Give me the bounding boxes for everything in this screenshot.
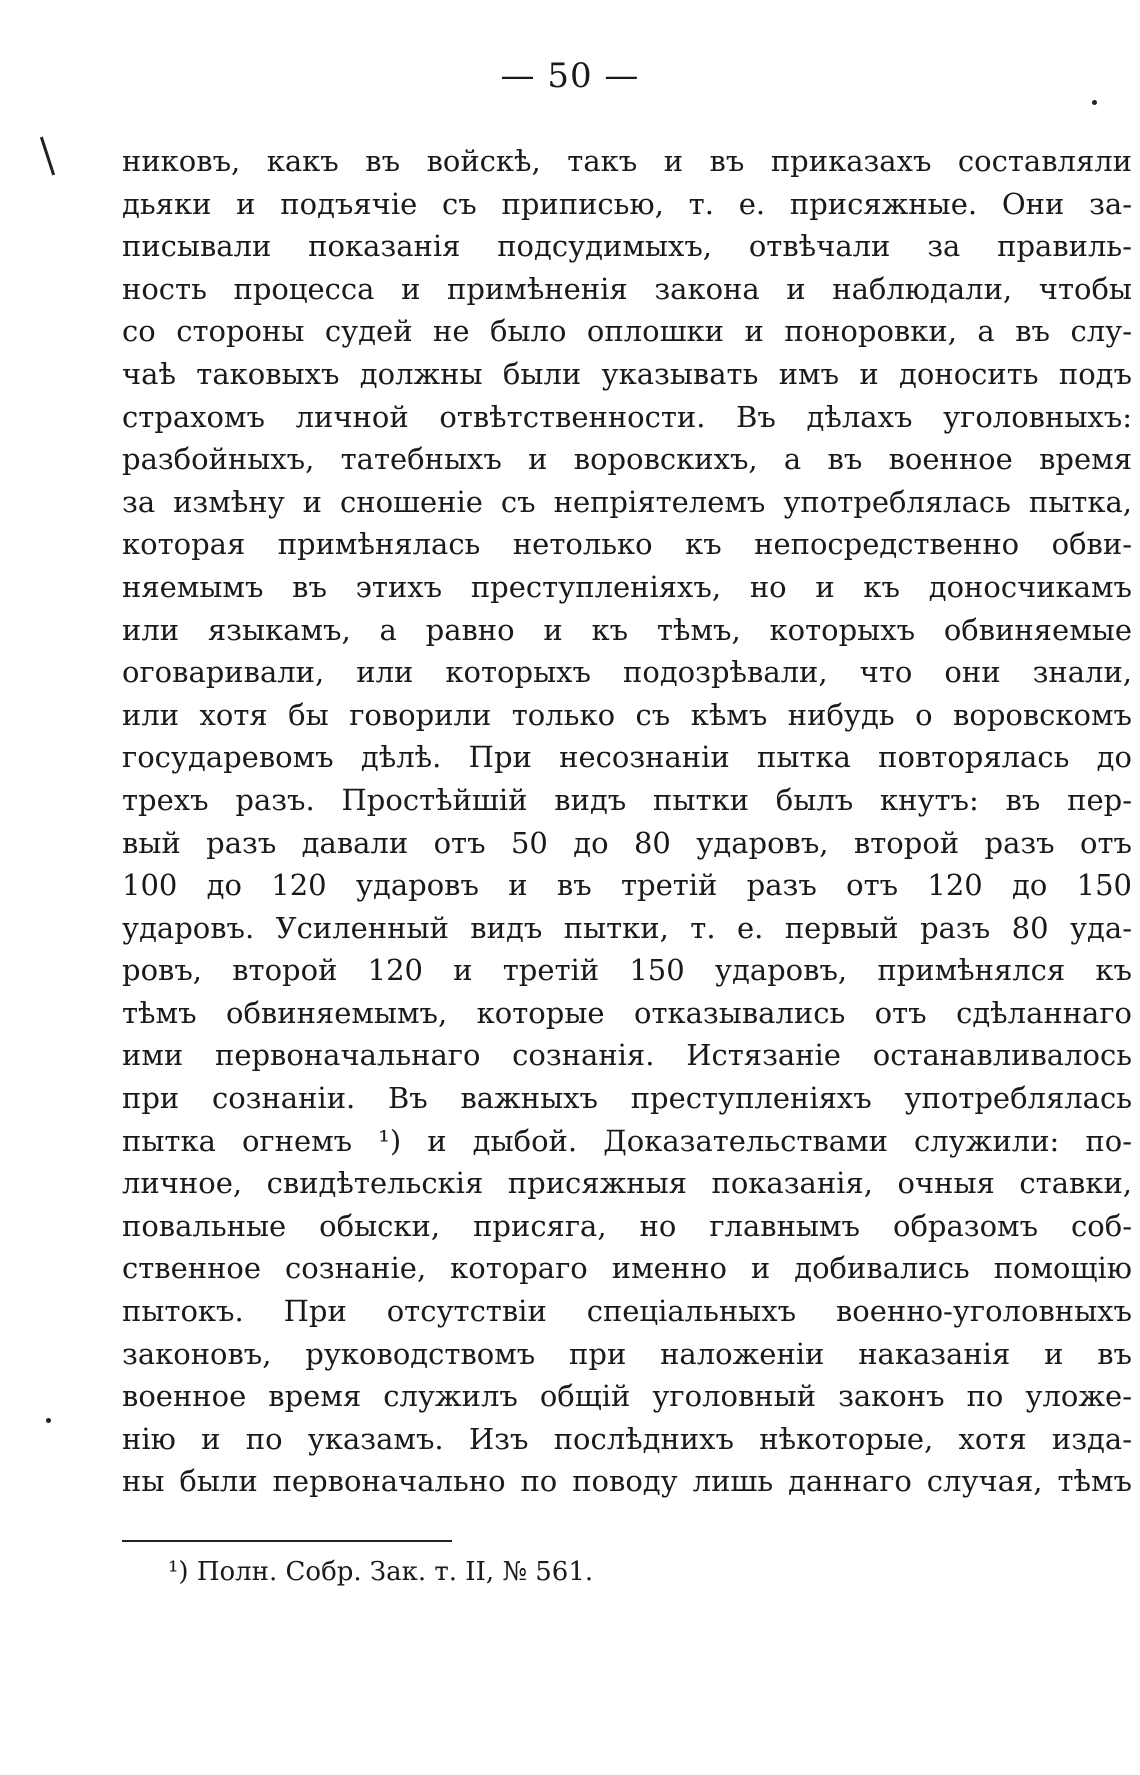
text-line: трехъ разъ. Простѣйшій видъ пытки былъ кнутъ: въ пер- bbox=[122, 782, 1132, 817]
text-line: ровъ, второй 120 и третій 150 ударовъ, примѣнялся къ bbox=[122, 953, 1132, 988]
text-line: ственное сознаніе, котораго именно и добивались помощію bbox=[122, 1251, 1132, 1286]
text-line: военное время служилъ общій уголовный законъ по уложе- bbox=[122, 1379, 1132, 1414]
text-line: тѣмъ обвиняемымъ, которые отказывались отъ сдѣланнаго bbox=[122, 995, 1132, 1030]
text-line: пытка огнемъ ¹) и дыбой. Доказательствами служили: по- bbox=[122, 1123, 1132, 1158]
margin-mark bbox=[40, 137, 55, 176]
text-line: личное, свидѣтельскія присяжныя показанія, очныя ставки, bbox=[122, 1166, 1132, 1201]
text-line: со стороны судей не было оплошки и поноровки, а въ слу- bbox=[122, 314, 1132, 349]
text-line: дьяки и подъячіе съ приписью, т. е. присяжные. Они за- bbox=[122, 186, 1132, 221]
text-line: няемымъ въ этихъ преступленіяхъ, но и къ доносчикамъ bbox=[122, 569, 1132, 604]
text-line: 100 до 120 ударовъ и въ третій разъ отъ 120 до 150 bbox=[122, 868, 1132, 903]
text-line: за измѣну и сношеніе съ непріятелемъ употреблялась пытка, bbox=[122, 484, 1132, 519]
text-line: государевомъ дѣлѣ. При несознаніи пытка повторялась до bbox=[122, 740, 1132, 775]
text-line: законовъ, руководствомъ при наложеніи наказанія и въ bbox=[122, 1336, 1132, 1371]
text-line: ударовъ. Усиленный видъ пытки, т. е. первый разъ 80 уда- bbox=[122, 910, 1132, 945]
text-line: которая примѣнялась нетолько къ непосредственно обви- bbox=[122, 527, 1132, 562]
body-text bbox=[122, 140, 1132, 1503]
text-line: при сознаніи. Въ важныхъ преступленіяхъ употреблялась bbox=[122, 1081, 1132, 1116]
text-line: нію и по указамъ. Изъ послѣднихъ нѣкоторые, хотя изда- bbox=[122, 1421, 1132, 1456]
text-line: или языкамъ, а равно и къ тѣмъ, которыхъ обвиняемые bbox=[122, 612, 1132, 647]
footnote-rule bbox=[122, 1540, 452, 1542]
text-line: повальные обыски, присяга, но главнымъ образомъ соб- bbox=[122, 1208, 1132, 1243]
text-line: или хотя бы говорили только съ кѣмъ нибудь о воровскомъ bbox=[122, 697, 1132, 732]
ink-speck-top-right bbox=[1092, 100, 1097, 105]
text-line: ность процесса и примѣненія закона и наблюдали, чтобы bbox=[122, 271, 1132, 306]
text-line: разбойныхъ, татебныхъ и воровскихъ, а въ военное время bbox=[122, 442, 1132, 477]
text-line: ны были первоначально по поводу лишь даннаго случая, тѣмъ bbox=[122, 1464, 1132, 1499]
text-line: чаѣ таковыхъ должны были указывать имъ и доносить подъ bbox=[122, 356, 1132, 391]
text-line: никовъ, какъ въ войскѣ, такъ и въ приказахъ составляли bbox=[122, 144, 1132, 178]
page-number: — 50 — bbox=[500, 56, 640, 96]
footnote: ¹) Полн. Собр. Зак. т. II, № 561. bbox=[168, 1557, 594, 1587]
text-line: ими первоначальнаго сознанія. Истязаніе останавливалось bbox=[122, 1038, 1132, 1073]
text-line: страхомъ личной отвѣтственности. Въ дѣлахъ уголовныхъ: bbox=[122, 399, 1132, 434]
text-line: писывали показанія подсудимыхъ, отвѣчали за правиль- bbox=[122, 229, 1132, 264]
ink-speck-left-margin bbox=[46, 1418, 51, 1423]
text-line: вый разъ давали отъ 50 до 80 ударовъ, второй разъ отъ bbox=[122, 825, 1132, 860]
text-line: оговаривали, или которыхъ подозрѣвали, что они знали, bbox=[122, 655, 1132, 690]
text-line: пытокъ. При отсутствіи спеціальныхъ военно-уголовныхъ bbox=[122, 1294, 1132, 1329]
